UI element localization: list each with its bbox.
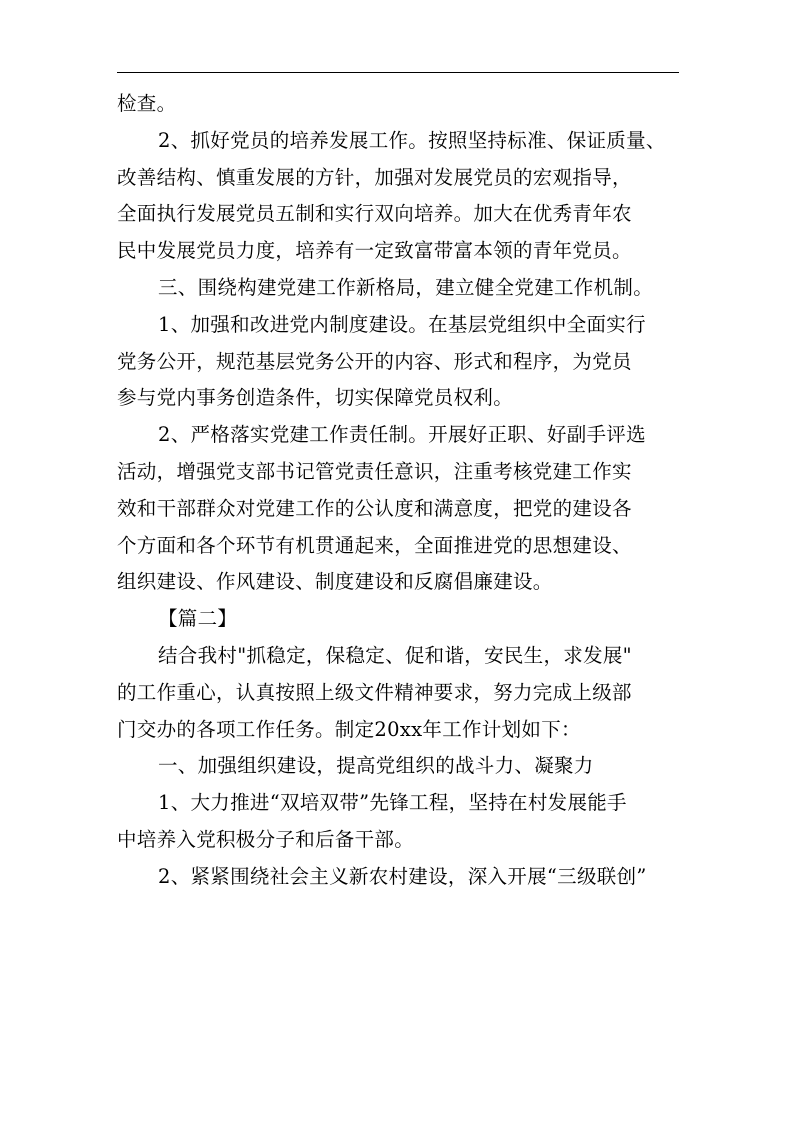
text-line: 2、紧紧围绕社会主义新农村建设，深入开展“三级联创” [158, 864, 647, 888]
text-line: 检查。 [117, 92, 177, 115]
text-line: 组织建设、作风建设、制度建设和反腐倡廉建设。 [117, 570, 553, 594]
section-heading: 三、围绕构建党建工作新格局，建立健全党建工作机制。 [158, 275, 654, 299]
part-heading: 【篇二】 [158, 607, 238, 631]
text-line: 2、抓好党员的培养发展工作。按照坚持标准、保证质量、 [158, 128, 666, 152]
text-line: 全面执行发展党员五制和实行双向培养。加大在优秀青年农 [117, 202, 632, 226]
text-line: 的工作重心，认真按照上级文件精神要求，努力完成上级部 [117, 680, 632, 704]
text-line: 个方面和各个环节有机贯通起来，全面推进党的思想建设、 [117, 533, 632, 557]
text-line: 门交办的各项工作任务。制定20xx年工作计划如下： [117, 717, 581, 741]
text-line: 效和干部群众对党建工作的公认度和满意度，把党的建设各 [117, 496, 632, 520]
header-rule [117, 72, 679, 73]
text-line: 参与党内事务创造条件，切实保障党员权利。 [117, 386, 514, 410]
text-line: 活动，增强党支部书记管党责任意识，注重考核党建工作实 [117, 459, 632, 483]
text-line: 中培养入党积极分子和后备干部。 [117, 827, 415, 851]
text-line: 2、严格落实党建工作责任制。开展好正职、好副手评选 [158, 423, 646, 447]
text-line: 改善结构、慎重发展的方针，加强对发展党员的宏观指导， [117, 165, 632, 189]
text-line: 党务公开，规范基层党务公开的内容、形式和程序，为党员 [117, 349, 632, 373]
text-line: 1、加强和改进党内制度建设。在基层党组织中全面实行 [158, 312, 646, 336]
section-heading: 一、加强组织建设，提高党组织的战斗力、凝聚力 [158, 754, 594, 778]
document-body [117, 86, 697, 896]
text-line: 1、大力推进“双培双带”先锋工程，坚持在村发展能手 [158, 791, 627, 815]
text-line: 结合我村"抓稳定，保稳定、促和谐，安民生，求发展" [158, 643, 632, 667]
text-line: 民中发展党员力度，培养有一定致富带富本领的青年党员。 [117, 239, 632, 263]
